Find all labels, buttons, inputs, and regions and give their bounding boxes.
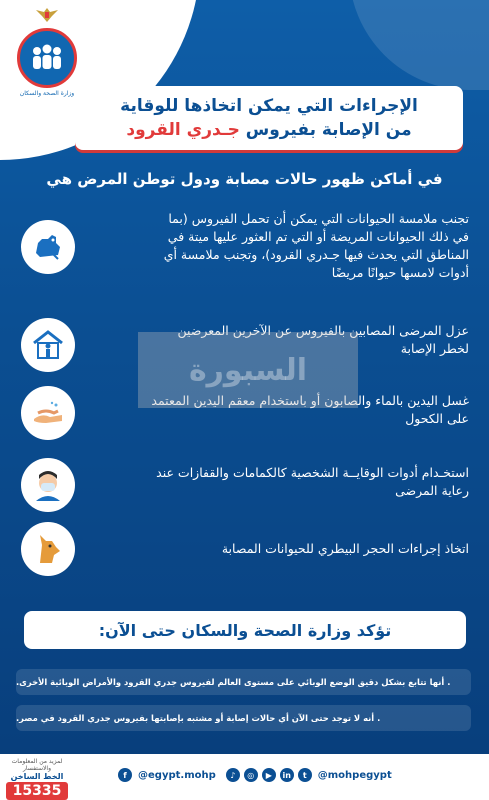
hotline-block: [6, 758, 68, 800]
hotline-note: لمزيد من المعلومات والاستفسار: [11, 758, 63, 772]
measure-text: تجنب ملامسة الحيوانات التي يمكن أن تحمل الفيروس (بما في ذلك الحيوانات المريضة أو التي تم العثور عليها ميتة في المناطق التي يحدث فيها جـدري القرود)، وتجنب ملامسة أي أدوات لامسها حيوانًا مريضًا: [163, 211, 469, 280]
confirm-bullet: . أنها تتابع بشكل دقيق الوضع الوبائي على مستوى العالم لفيروس جدري القرود والأمراض الوبائية الأخرى.: [16, 669, 471, 695]
title-banner: [75, 86, 463, 150]
isolation-house-icon: [21, 318, 75, 372]
twitter-icon[interactable]: t: [298, 768, 312, 782]
measure-row: [21, 208, 469, 288]
logo-ring: [17, 28, 77, 88]
social-handle-right[interactable]: @mohpegypt: [317, 769, 392, 781]
confirm-heading-banner: تؤكد وزارة الصحة والسكان حتى الآن:: [24, 611, 466, 649]
title-line-2-highlight: جـدري القرود: [126, 120, 240, 140]
measure-row: [21, 458, 469, 518]
measure-text: استخـدام أدوات الوقايــة الشخصية كالكمامات والقفازات عند رعاية المرضى: [156, 465, 469, 498]
social-handle-left[interactable]: @egypt.mohp: [138, 769, 216, 781]
tiktok-icon[interactable]: ♪: [226, 768, 240, 782]
confirm-bullet: . أنه لا توجد حتى الآن أي حالات إصابة أو مشتبه بإصابتها بفيروس جدري القرود في مصر.: [16, 705, 471, 731]
title-line-2: [126, 118, 411, 142]
social-links: [118, 768, 398, 782]
ministry-logo: [12, 6, 82, 97]
measure-text: غسل اليدين بالماء والصابون أو باستخدام معقم اليدين المعتمد على الكحول: [151, 393, 469, 426]
family-icon: [27, 43, 67, 73]
measure-text: عزل المرضى المصابين بالفيروس عن الآخرين المعرضين لخطر الإصابة: [177, 323, 469, 356]
facebook-icon[interactable]: f: [118, 768, 132, 782]
youtube-icon[interactable]: ▶: [262, 768, 276, 782]
subtitle: في أماكن ظهور حالات مصابة ودول توطن المرض هي: [46, 170, 443, 188]
measure-row: [21, 522, 469, 582]
instagram-icon[interactable]: ◎: [244, 768, 258, 782]
title-line-1: الإجراءات التي يمكن اتخاذها للوقاية: [120, 96, 418, 116]
dog-head-icon: [21, 522, 75, 576]
face-mask-icon: [21, 458, 75, 512]
linkedin-icon[interactable]: in: [280, 768, 294, 782]
decorative-blob: [349, 0, 489, 90]
watermark: السبورة: [138, 332, 358, 408]
hand-wash-icon: [21, 386, 75, 440]
hotline-label: الخط الساخن: [10, 772, 64, 781]
animal-dog-icon: [21, 220, 75, 274]
hotline-number[interactable]: 15335: [6, 782, 68, 800]
footer: [0, 754, 489, 800]
measure-text: اتخاذ إجراءات الحجر البيطري للحيوانات المصابة: [221, 541, 469, 556]
logo-caption: وزارة الصحة والسكان: [19, 90, 75, 97]
eagle-emblem-icon: [34, 6, 60, 24]
title-line-2-part1: من الإصابة بفيروس: [245, 120, 412, 140]
